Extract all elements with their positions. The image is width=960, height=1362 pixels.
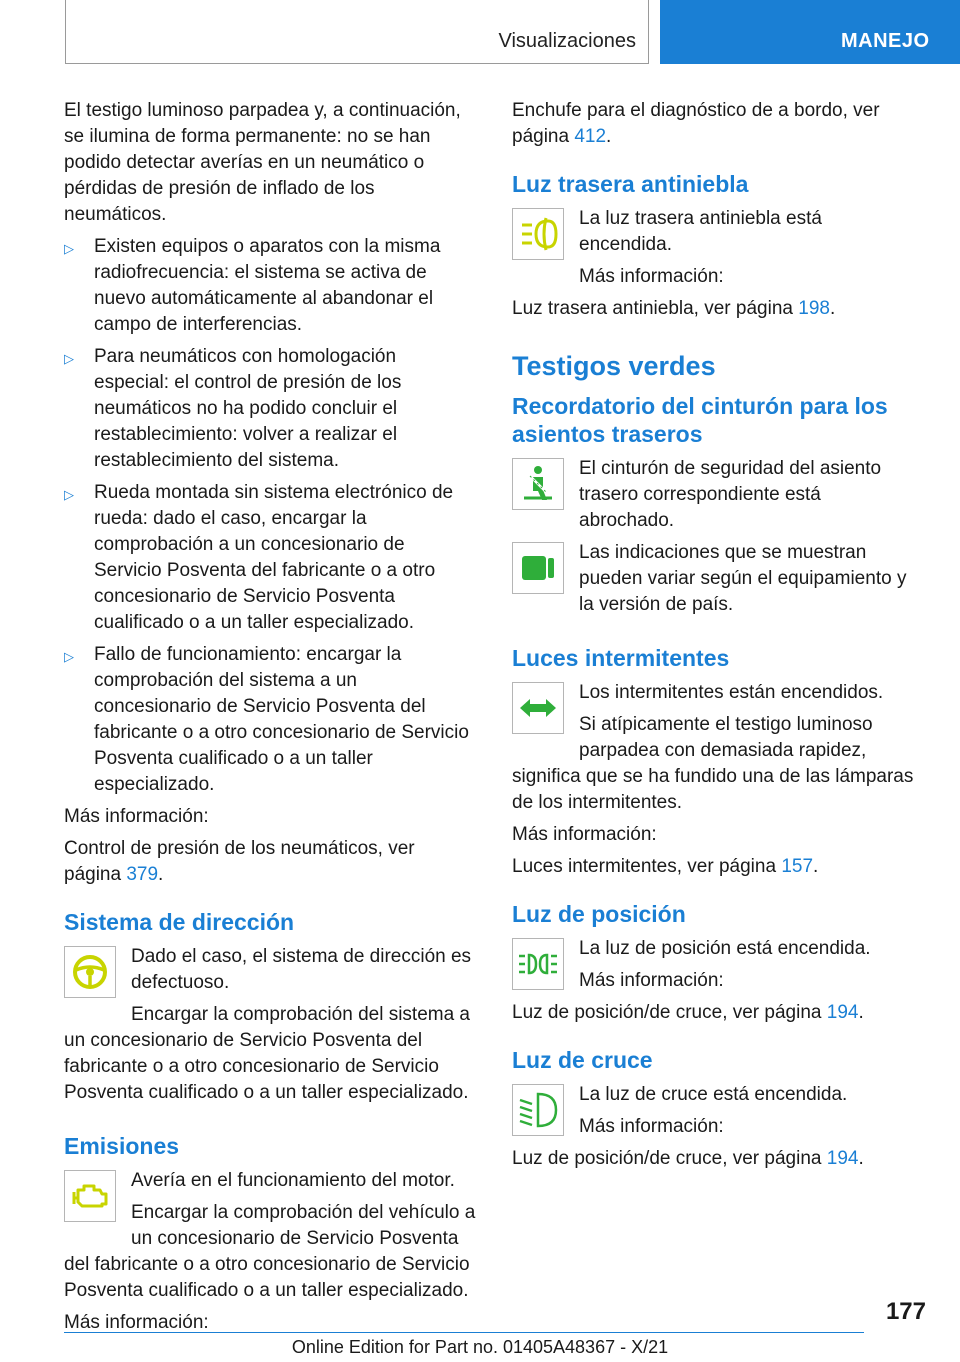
footer-divider	[64, 1332, 864, 1333]
bullet-triangle-icon: ▷	[64, 351, 74, 366]
header-section-title: Visualizaciones	[498, 30, 636, 52]
page-link-379[interactable]: 379	[126, 864, 159, 885]
left-column	[64, 98, 476, 1342]
steering-heading: Sistema de dirección	[64, 909, 295, 935]
position-light-icon	[516, 942, 560, 986]
page-link-194[interactable]: 194	[826, 1148, 859, 1169]
position-light-heading: Luz de posición	[512, 901, 686, 927]
seatbelt-icon	[516, 462, 560, 506]
steering-text-1: Dado el caso, el sistema de dirección es defectuoso.	[131, 946, 472, 993]
fog-light-icon	[516, 212, 560, 256]
turn-signal-heading: Luces intermitentes	[512, 645, 730, 671]
seatbelt-lamp	[512, 458, 564, 510]
seatbelt-status-lamp	[512, 542, 564, 594]
emissions-warning-lamp	[64, 1170, 116, 1222]
emissions-heading: Emisiones	[64, 1133, 180, 1159]
low-beam-heading: Luz de cruce	[512, 1047, 653, 1073]
seatbelt-text-2: Las indicaciones que se muestran pueden variar según el equipamiento y la versión de país.	[579, 542, 907, 615]
tpms-intro: El testigo luminoso parpadea y, a continuación, se ilumina de forma permanente: no se han podido detectar averías en un neumático o pérdidas de presión de inflado de los neumáticos.	[64, 100, 461, 225]
tpms-bullet-list	[64, 234, 476, 798]
more-info-label: Más información:	[579, 1116, 724, 1137]
green-indicators-heading: Testigos verdes	[512, 351, 716, 381]
page-link-198[interactable]: 198	[798, 298, 830, 319]
low-beam-icon	[516, 1088, 560, 1132]
bullet-triangle-icon: ▷	[64, 241, 74, 256]
fog-light-lamp	[512, 208, 564, 260]
low-beam-text: La luz de cruce está encendida.	[579, 1084, 848, 1105]
seatbelt-heading: Recordatorio del cinturón para los asientos traseros	[512, 393, 888, 447]
position-light-text: La luz de posición está encendida.	[579, 938, 871, 959]
position-light-lamp	[512, 938, 564, 990]
fog-light-text: La luz trasera antiniebla está encendida.	[579, 208, 822, 255]
emissions-text-1: Avería en el funcionamiento del motor.	[131, 1170, 455, 1191]
diagnostics-reference: Enchufe para el diagnóstico de a bordo, ver página 412.	[512, 100, 880, 147]
page-link-412[interactable]: 412	[574, 126, 607, 147]
low-beam-lamp	[512, 1084, 564, 1136]
emissions-text-2: Encargar la comprobación del vehículo a un concesionario de Servicio Posventa del fabricante o a otro concesionario de Servicio Posventa cualificado o a un taller especializado.	[64, 1202, 476, 1301]
steering-wheel-icon	[68, 950, 112, 994]
more-info-label: Más información:	[64, 806, 209, 827]
turn-signal-reference: Luces intermitentes, ver página 157.	[512, 856, 819, 877]
steering-text-2: Encargar la comprobación del sistema a un concesionario de Servicio Posventa del fabricante o a otro concesionario de Servicio Posventa cualificado o a un taller especializado.	[64, 1004, 471, 1103]
fog-light-heading: Luz trasera antiniebla	[512, 171, 749, 197]
page-link-194[interactable]: 194	[826, 1002, 859, 1023]
engine-icon	[68, 1174, 112, 1218]
turn-signal-icon	[516, 686, 560, 730]
more-info-label: Más información:	[512, 824, 657, 845]
steering-warning-lamp	[64, 946, 116, 998]
page-link-157[interactable]: 157	[781, 856, 814, 877]
position-light-reference: Luz de posición/de cruce, ver página 194.	[512, 1002, 864, 1023]
seatbelt-status-icon	[516, 546, 560, 590]
list-item: ▷ Para neumáticos con homologación especial: el control de presión de los neumáticos no ha podido concluir el restablecimiento: volver a realizar el restablecimiento del sistema.	[64, 346, 402, 471]
page-number: 177	[885, 1298, 926, 1325]
list-item: ▷ Rueda montada sin sistema electrónico de rueda: dado el caso, encargar la comprobación a un concesionario de Servicio Posventa del fabricante o a otro concesionario de Servicio Posventa cualificado o a un taller especializado.	[64, 482, 454, 633]
seatbelt-text-1: El cinturón de seguridad del asiento trasero correspondiente está abrochado.	[579, 458, 882, 531]
more-info-label: Más información:	[579, 266, 724, 287]
low-beam-reference: Luz de posición/de cruce, ver página 194.	[512, 1148, 864, 1169]
list-item: ▷ Fallo de funcionamiento: encargar la comprobación del sistema a un concesionario de Servicio Posventa del fabricante o a otro concesionario de Servicio Posventa cualificado o a un taller especializado.	[64, 644, 469, 795]
list-item: ▷ Existen equipos o aparatos con la misma radiofrecuencia: el sistema se activa de nuevo automáticamente al abandonar el campo de interferencias.	[64, 236, 441, 335]
turn-signal-lamp	[512, 682, 564, 734]
more-info-label: Más información:	[579, 970, 724, 991]
tpms-reference: Control de presión de los neumáticos, ver página 379.	[64, 838, 415, 885]
turn-signal-text-2: Si atípicamente el testigo luminoso parpadea con demasiada rapidez, significa que se ha fundido una de las lámparas de los intermitentes.	[512, 714, 914, 813]
turn-signal-text-1: Los intermitentes están encendidos.	[579, 682, 884, 703]
footer-edition: Online Edition for Part no. 01405A48367 - X/21	[291, 1337, 669, 1357]
header-chapter-tab[interactable]: MANEJO	[660, 0, 960, 64]
right-column	[512, 98, 918, 1178]
bullet-triangle-icon: ▷	[64, 487, 74, 502]
more-info-label: Más información:	[64, 1312, 209, 1333]
fog-light-reference: Luz trasera antiniebla, ver página 198.	[512, 298, 836, 319]
bullet-triangle-icon: ▷	[64, 649, 74, 664]
